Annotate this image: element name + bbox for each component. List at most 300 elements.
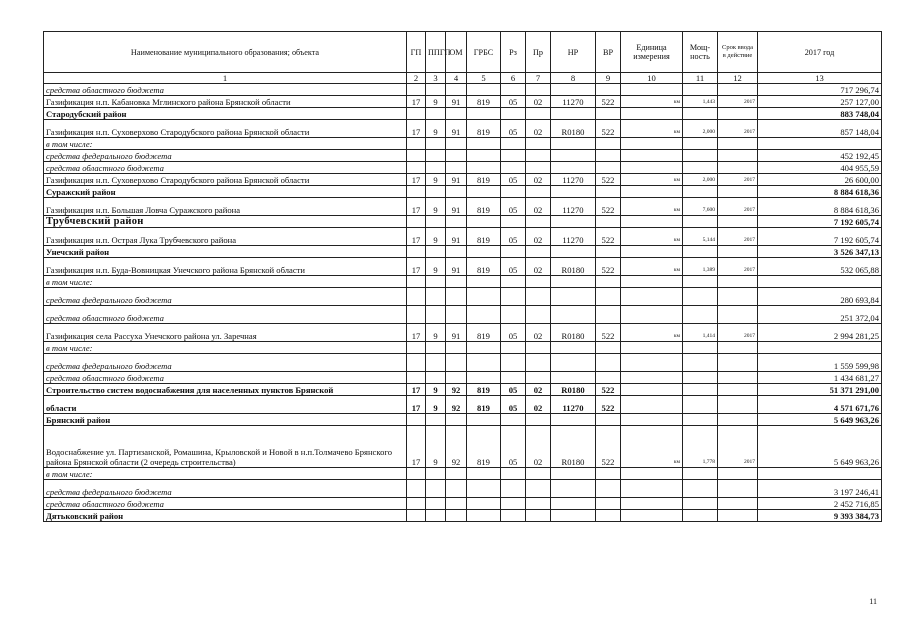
cell-power: 2,000: [683, 174, 718, 186]
cell-nr: [551, 150, 596, 162]
cell-rz: 05: [501, 258, 526, 276]
cell-amount: 51 371 291,00: [758, 384, 882, 396]
cell-pr: [526, 216, 551, 228]
cell-unit: [621, 288, 683, 306]
cell-vr: 522: [596, 96, 621, 108]
cell-grbs: 819: [467, 228, 501, 246]
cell-power: [683, 84, 718, 96]
table-row: [44, 150, 882, 162]
cell-grbs: 819: [467, 96, 501, 108]
cell-vr: 522: [596, 258, 621, 276]
row-name: Газификация н.п. Кабановка Мглинского района Брянской области: [44, 96, 407, 108]
cell-amount: [758, 138, 882, 150]
cell-rz: [501, 414, 526, 426]
cell-gp: 17: [407, 426, 426, 468]
cell-pr: 02: [526, 426, 551, 468]
cell-power: [683, 276, 718, 288]
cell-power: [683, 354, 718, 372]
cell-power: [683, 162, 718, 174]
cell-ppgp: [426, 414, 446, 426]
cell-ppgp: 9: [426, 396, 446, 414]
cell-gp: 17: [407, 120, 426, 138]
cell-om: 92: [446, 426, 467, 468]
cell-rz: [501, 216, 526, 228]
table-row: [44, 120, 882, 138]
cell-pr: 02: [526, 120, 551, 138]
cell-pr: [526, 276, 551, 288]
cell-pr: [526, 150, 551, 162]
cell-gp: 17: [407, 324, 426, 342]
cell-rz: [501, 288, 526, 306]
cell-rz: [501, 150, 526, 162]
cell-om: [446, 186, 467, 198]
cell-grbs: 819: [467, 198, 501, 216]
cell-om: [446, 138, 467, 150]
cell-power: [683, 510, 718, 522]
cell-power: [683, 480, 718, 498]
col-term-header: Срок ввода в действие: [718, 32, 758, 73]
cell-unit: [621, 354, 683, 372]
cell-amount: 26 600,00: [758, 174, 882, 186]
row-name: в том числе:: [44, 138, 407, 150]
row-name: средства федерального бюджета: [44, 480, 407, 498]
cell-nr: [551, 186, 596, 198]
cell-vr: [596, 138, 621, 150]
cell-vr: [596, 288, 621, 306]
cell-pr: 02: [526, 258, 551, 276]
cell-amount: 251 372,04: [758, 306, 882, 324]
cell-ppgp: 9: [426, 384, 446, 396]
cell-rz: [501, 342, 526, 354]
cell-grbs: [467, 162, 501, 174]
row-name: Суражский район: [44, 186, 407, 198]
cell-pr: 02: [526, 324, 551, 342]
cell-nr: [551, 108, 596, 120]
cell-gp: 17: [407, 384, 426, 396]
cell-vr: [596, 276, 621, 288]
cell-pr: 02: [526, 396, 551, 414]
cell-ppgp: [426, 276, 446, 288]
cell-term: [718, 186, 758, 198]
table-row: [44, 198, 882, 216]
cell-grbs: [467, 216, 501, 228]
col-rz-header: Рз: [501, 32, 526, 73]
cell-vr: [596, 108, 621, 120]
cell-grbs: [467, 108, 501, 120]
cell-term: [718, 162, 758, 174]
column-number-cell: 11: [683, 73, 718, 84]
cell-pr: [526, 342, 551, 354]
cell-amount: 2 994 281,25: [758, 324, 882, 342]
cell-om: 91: [446, 228, 467, 246]
col-year-header: 2017 год: [758, 32, 882, 73]
cell-power: [683, 384, 718, 396]
cell-ppgp: [426, 498, 446, 510]
cell-nr: [551, 288, 596, 306]
cell-om: [446, 216, 467, 228]
cell-nr: 11270: [551, 96, 596, 108]
cell-power: [683, 372, 718, 384]
table-row: [44, 384, 882, 396]
cell-om: [446, 510, 467, 522]
cell-rz: [501, 372, 526, 384]
cell-ppgp: [426, 468, 446, 480]
cell-grbs: [467, 186, 501, 198]
cell-nr: [551, 342, 596, 354]
cell-power: [683, 288, 718, 306]
cell-pr: 02: [526, 174, 551, 186]
cell-grbs: 819: [467, 174, 501, 186]
column-number-cell: 9: [596, 73, 621, 84]
row-name: средства областного бюджета: [44, 84, 407, 96]
col-power-header: Мощ- ность: [683, 32, 718, 73]
cell-ppgp: 9: [426, 120, 446, 138]
cell-unit: км: [621, 120, 683, 138]
cell-power: [683, 306, 718, 324]
cell-gp: [407, 372, 426, 384]
cell-ppgp: 9: [426, 228, 446, 246]
cell-unit: [621, 246, 683, 258]
cell-amount: 8 884 618,36: [758, 186, 882, 198]
cell-unit: [621, 186, 683, 198]
cell-gp: 17: [407, 258, 426, 276]
cell-vr: 522: [596, 384, 621, 396]
cell-rz: [501, 306, 526, 324]
column-number-cell: 2: [407, 73, 426, 84]
cell-om: [446, 306, 467, 324]
cell-term: [718, 396, 758, 414]
cell-power: [683, 498, 718, 510]
cell-grbs: [467, 288, 501, 306]
row-name: средства областного бюджета: [44, 306, 407, 324]
cell-amount: [758, 342, 882, 354]
cell-amount: 1 559 599,98: [758, 354, 882, 372]
budget-table: [43, 31, 882, 522]
budget-table-page: [43, 31, 881, 522]
cell-unit: км: [621, 258, 683, 276]
table-row: [44, 186, 882, 198]
cell-om: [446, 354, 467, 372]
cell-nr: [551, 138, 596, 150]
table-row: [44, 228, 882, 246]
table-row: [44, 426, 882, 468]
table-row: [44, 510, 882, 522]
cell-nr: [551, 162, 596, 174]
row-name: в том числе:: [44, 342, 407, 354]
cell-power: [683, 186, 718, 198]
cell-unit: [621, 138, 683, 150]
cell-grbs: 819: [467, 258, 501, 276]
cell-term: [718, 150, 758, 162]
cell-amount: 1 434 681,27: [758, 372, 882, 384]
header-row: [44, 32, 882, 73]
cell-rz: 05: [501, 198, 526, 216]
cell-amount: 717 296,74: [758, 84, 882, 96]
col-name-header: Наименование муниципального образования; объекта: [44, 32, 407, 73]
table-row: [44, 84, 882, 96]
cell-gp: [407, 354, 426, 372]
cell-unit: [621, 414, 683, 426]
cell-unit: км: [621, 96, 683, 108]
cell-nr: [551, 510, 596, 522]
cell-ppgp: [426, 510, 446, 522]
row-name: Газификация н.п. Острая Лука Трубчевского района: [44, 228, 407, 246]
cell-om: 91: [446, 258, 467, 276]
cell-amount: 9 393 384,73: [758, 510, 882, 522]
column-number-cell: 4: [446, 73, 467, 84]
cell-gp: [407, 162, 426, 174]
cell-om: [446, 498, 467, 510]
cell-om: [446, 372, 467, 384]
cell-nr: [551, 480, 596, 498]
row-name: в том числе:: [44, 468, 407, 480]
table-row: [44, 174, 882, 186]
cell-power: [683, 138, 718, 150]
cell-power: [683, 108, 718, 120]
cell-vr: 522: [596, 426, 621, 468]
cell-grbs: 819: [467, 384, 501, 396]
row-name: области: [44, 396, 407, 414]
cell-unit: [621, 510, 683, 522]
cell-nr: 11270: [551, 228, 596, 246]
cell-pr: [526, 162, 551, 174]
cell-nr: 11270: [551, 174, 596, 186]
cell-amount: 7 192 605,74: [758, 228, 882, 246]
cell-amount: 7 192 605,74: [758, 216, 882, 228]
cell-amount: 3 197 246,41: [758, 480, 882, 498]
cell-om: 91: [446, 120, 467, 138]
cell-rz: 05: [501, 426, 526, 468]
cell-nr: R0180: [551, 120, 596, 138]
cell-rz: [501, 162, 526, 174]
cell-gp: 17: [407, 228, 426, 246]
cell-om: 92: [446, 396, 467, 414]
cell-ppgp: [426, 186, 446, 198]
row-name: Строительство систем водоснабжения для населенных пунктов Брянской: [44, 384, 407, 396]
cell-rz: 05: [501, 120, 526, 138]
column-number-cell: 8: [551, 73, 596, 84]
cell-rz: 05: [501, 96, 526, 108]
cell-amount: 452 192,45: [758, 150, 882, 162]
cell-grbs: [467, 480, 501, 498]
cell-rz: 05: [501, 384, 526, 396]
cell-ppgp: [426, 108, 446, 120]
cell-grbs: [467, 138, 501, 150]
cell-term: [718, 246, 758, 258]
cell-nr: R0180: [551, 258, 596, 276]
cell-rz: [501, 246, 526, 258]
cell-unit: [621, 162, 683, 174]
table-row: [44, 258, 882, 276]
cell-term: [718, 216, 758, 228]
cell-pr: [526, 138, 551, 150]
cell-nr: [551, 498, 596, 510]
cell-pr: [526, 354, 551, 372]
cell-power: 1,443: [683, 96, 718, 108]
cell-pr: [526, 288, 551, 306]
cell-term: 2017: [718, 120, 758, 138]
cell-vr: [596, 480, 621, 498]
cell-unit: [621, 216, 683, 228]
cell-rz: 05: [501, 228, 526, 246]
cell-vr: [596, 468, 621, 480]
cell-grbs: [467, 84, 501, 96]
cell-term: [718, 108, 758, 120]
cell-unit: [621, 342, 683, 354]
cell-ppgp: 9: [426, 96, 446, 108]
cell-vr: [596, 306, 621, 324]
cell-pr: [526, 498, 551, 510]
cell-rz: 05: [501, 396, 526, 414]
cell-gp: [407, 510, 426, 522]
cell-ppgp: [426, 150, 446, 162]
cell-rz: [501, 468, 526, 480]
table-row: [44, 138, 882, 150]
cell-nr: 11270: [551, 396, 596, 414]
cell-term: [718, 306, 758, 324]
cell-vr: [596, 216, 621, 228]
cell-grbs: 819: [467, 120, 501, 138]
cell-pr: [526, 510, 551, 522]
cell-ppgp: [426, 138, 446, 150]
cell-unit: [621, 276, 683, 288]
cell-nr: [551, 468, 596, 480]
cell-power: [683, 342, 718, 354]
cell-om: [446, 480, 467, 498]
cell-nr: R0180: [551, 426, 596, 468]
cell-term: 2017: [718, 198, 758, 216]
cell-ppgp: [426, 306, 446, 324]
cell-ppgp: [426, 372, 446, 384]
table-row: [44, 162, 882, 174]
cell-grbs: [467, 246, 501, 258]
cell-gp: 17: [407, 396, 426, 414]
cell-term: 2017: [718, 324, 758, 342]
cell-pr: [526, 372, 551, 384]
cell-om: [446, 342, 467, 354]
cell-power: [683, 414, 718, 426]
cell-vr: [596, 342, 621, 354]
cell-rz: 05: [501, 324, 526, 342]
row-name: Газификация н.п. Суховерхово Стародубского района Брянской области: [44, 120, 407, 138]
cell-gp: [407, 276, 426, 288]
cell-power: 1,778: [683, 426, 718, 468]
cell-nr: [551, 246, 596, 258]
cell-vr: [596, 354, 621, 372]
column-number-cell: 5: [467, 73, 501, 84]
table-row: [44, 216, 882, 228]
cell-om: [446, 288, 467, 306]
cell-unit: [621, 372, 683, 384]
cell-vr: 522: [596, 396, 621, 414]
cell-grbs: 819: [467, 426, 501, 468]
cell-amount: 8 884 618,36: [758, 198, 882, 216]
cell-nr: R0180: [551, 384, 596, 396]
cell-amount: 3 526 347,13: [758, 246, 882, 258]
cell-ppgp: [426, 246, 446, 258]
cell-om: 91: [446, 198, 467, 216]
cell-term: [718, 288, 758, 306]
cell-gp: [407, 414, 426, 426]
cell-om: [446, 246, 467, 258]
cell-vr: [596, 84, 621, 96]
cell-power: [683, 396, 718, 414]
cell-grbs: [467, 150, 501, 162]
cell-power: [683, 468, 718, 480]
table-row: [44, 246, 882, 258]
cell-ppgp: [426, 162, 446, 174]
cell-nr: [551, 354, 596, 372]
table-body: [44, 84, 882, 522]
cell-vr: 522: [596, 174, 621, 186]
row-name: Унечский район: [44, 246, 407, 258]
cell-unit: [621, 396, 683, 414]
column-number-cell: 7: [526, 73, 551, 84]
cell-nr: [551, 306, 596, 324]
cell-power: [683, 246, 718, 258]
cell-power: [683, 150, 718, 162]
cell-gp: 17: [407, 198, 426, 216]
cell-term: [718, 384, 758, 396]
cell-unit: км: [621, 174, 683, 186]
cell-vr: [596, 510, 621, 522]
table-row: [44, 468, 882, 480]
cell-grbs: [467, 498, 501, 510]
cell-amount: 2 452 716,85: [758, 498, 882, 510]
cell-vr: [596, 150, 621, 162]
cell-unit: [621, 384, 683, 396]
row-name: Газификация н.п. Большая Ловча Суражского района: [44, 198, 407, 216]
cell-grbs: [467, 354, 501, 372]
col-vr-header: ВР: [596, 32, 621, 73]
cell-power: 2,000: [683, 120, 718, 138]
cell-rz: [501, 138, 526, 150]
cell-nr: [551, 276, 596, 288]
cell-gp: [407, 246, 426, 258]
row-name: Газификация н.п. Суховерхово Стародубского района Брянской области: [44, 174, 407, 186]
cell-amount: [758, 276, 882, 288]
cell-unit: [621, 498, 683, 510]
cell-amount: [758, 468, 882, 480]
cell-term: [718, 468, 758, 480]
cell-grbs: [467, 468, 501, 480]
column-number-cell: 12: [718, 73, 758, 84]
col-grbs-header: ГРБС: [467, 32, 501, 73]
table-row: [44, 372, 882, 384]
cell-vr: [596, 414, 621, 426]
cell-term: 2017: [718, 426, 758, 468]
cell-ppgp: [426, 84, 446, 96]
cell-om: [446, 468, 467, 480]
cell-om: [446, 162, 467, 174]
cell-amount: 257 127,00: [758, 96, 882, 108]
cell-grbs: 819: [467, 324, 501, 342]
row-name: средства федерального бюджета: [44, 288, 407, 306]
cell-om: 91: [446, 324, 467, 342]
col-unit-header: Единица измерения: [621, 32, 683, 73]
cell-unit: [621, 150, 683, 162]
cell-unit: км: [621, 324, 683, 342]
column-number-row: [44, 73, 882, 84]
row-name: Водоснабжение ул. Партизанской, Ромашина, Крыловской и Новой в н.п.Толмачево Брянского района Брянской области (2 очередь строительства): [44, 426, 407, 468]
cell-vr: 522: [596, 228, 621, 246]
cell-term: 2017: [718, 228, 758, 246]
cell-gp: 17: [407, 174, 426, 186]
cell-grbs: [467, 306, 501, 324]
cell-nr: [551, 372, 596, 384]
cell-gp: [407, 288, 426, 306]
row-name: средства областного бюджета: [44, 498, 407, 510]
